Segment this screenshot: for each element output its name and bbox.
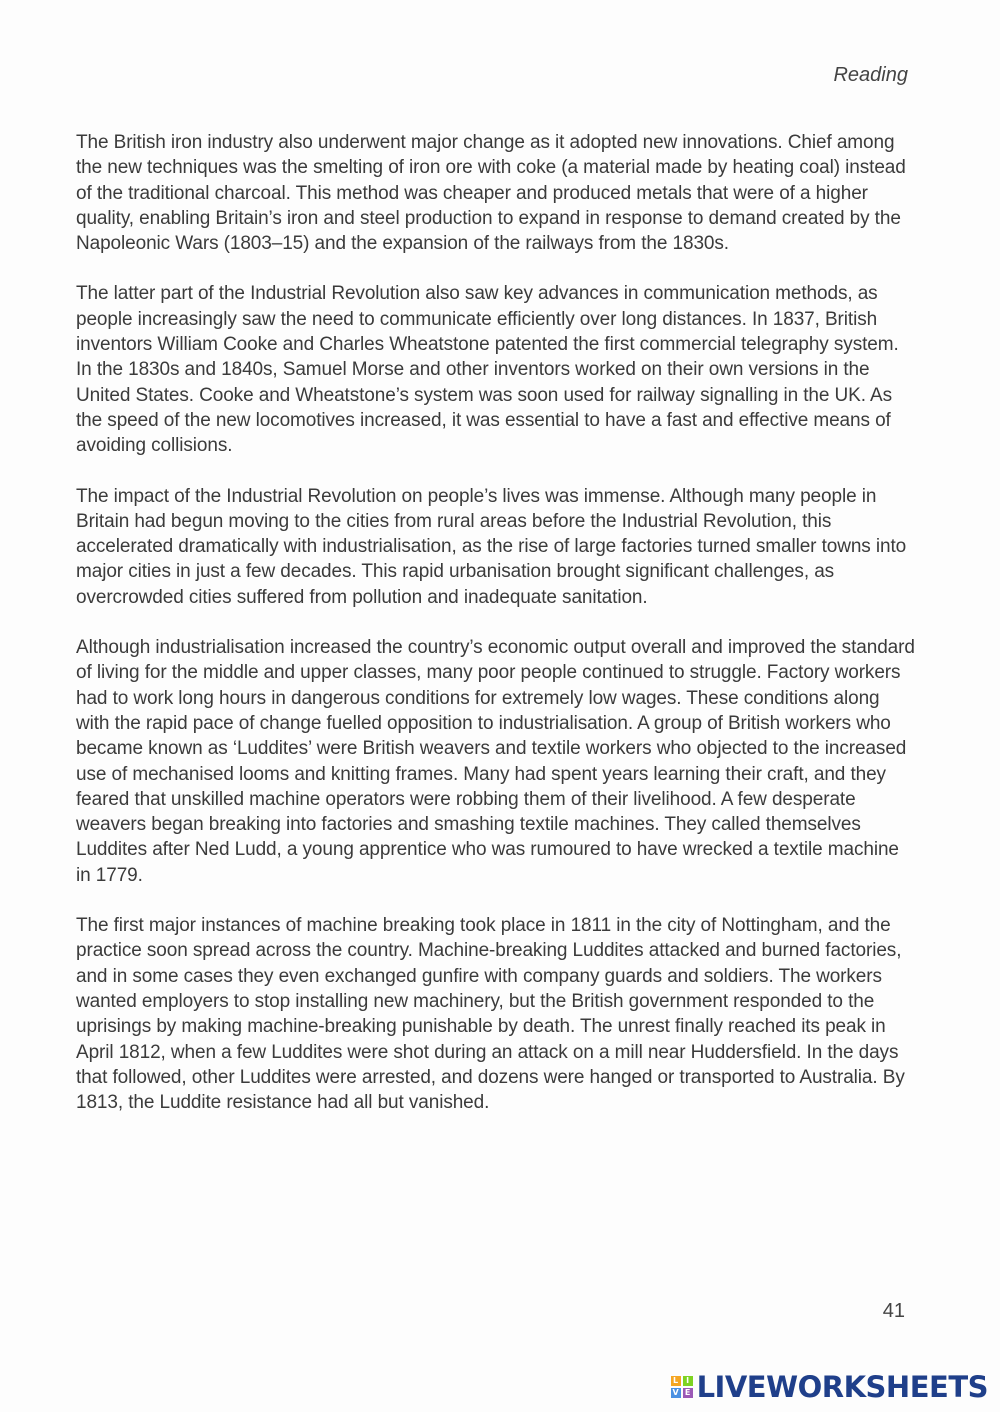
paragraph-machine-breaking: The first major instances of machine breaking took place in 1811 in the city of Nottingham, and the practice soon spread across the country. Machine-breaking Luddites attacked and burned factories, and in some cases they even exchanged gunfire with company guards and soldiers. The workers wanted employers to stop installing new machinery, but the British government responded to the uprisings by making machine-breaking punishable by death. The unrest finally reached its peak in April 1812, when a few Luddites were shot during an attack on a mill near Huddersfield. In the days that followed, other Luddites were arrested, and dozens were hanged or transported to Australia. By 1813, the Luddite resistance had all but vanished. [76, 915, 905, 1114]
paragraph-communication: The latter part of the Industrial Revolution also saw key advances in communication methods, as people increasingly saw the need to communicate efficiently over long distances. In 1837, British inventors William Cooke and Charles Wheatstone patented the first commercial telegraphy system. In the 1830s and 1840s, Samuel Morse and other inventors worked on their own versions in the United States. Cooke and Wheatstone’s system was soon used for railway signalling in the UK. As the speed of the new locomotives increased, it was essential to have a fast and effective means of avoiding collisions. [76, 283, 899, 457]
liveworksheets-logo-icon [671, 1376, 693, 1398]
paragraph-iron-industry: The British iron industry also underwent major change as it adopted new innovations. Chief among the new techniques was the smelting of iron ore with coke (a material made by heating coal) instead of the traditional charcoal. This method was cheaper and produced metals that were of a higher quality, enabling Britain’s iron and steel production to expand in response to demand created by the Napoleonic Wars (1803–15) and the expansion of the railways from the 1830s. [76, 132, 906, 255]
logo-tile-i: I [683, 1376, 693, 1386]
brand-name: LIVEWORKSHEETS [696, 1370, 988, 1404]
paragraph-luddites-origin: Although industrialisation increased the country’s economic output overall and improved the standard of living for the middle and upper classes, many poor people continued to struggle. Factory workers had to work long hours in dangerous conditions for extremely low wages. These conditions along with the rapid pace of change fuelled opposition to industrialisation. A group of British workers who became known as ‘Luddites’ were British weavers and textile workers who objected to the increased use of mechanised looms and knitting frames. Many had spent years learning their craft, and they feared that unskilled machine operators were robbing them of their livelihood. A few desperate weavers began breaking into factories and smashing textile machines. They called themselves Luddites after Ned Ludd, a young apprentice who was rumoured to have wrecked a textile machine in 1779. [76, 637, 915, 886]
logo-tile-e: E [683, 1388, 693, 1398]
logo-tile-l: L [671, 1376, 681, 1386]
section-label: Reading [833, 64, 908, 86]
logo-tile-v: V [672, 1388, 679, 1397]
paragraph-urbanisation: The impact of the Industrial Revolution on people’s lives was immense. Although many people in Britain had begun moving to the cities from rural areas before the Industrial Revolution, this accelerated dramatically with industrialisation, as the rise of large factories turned smaller towns into major cities in just a few decades. This rapid urbanisation brought significant challenges, as overcrowded cities suffered from pollution and inadequate sanitation. [76, 485, 907, 608]
liveworksheets-brand[interactable] [671, 1370, 988, 1404]
page-number: 41 [882, 1300, 905, 1322]
reading-text [76, 130, 916, 1140]
